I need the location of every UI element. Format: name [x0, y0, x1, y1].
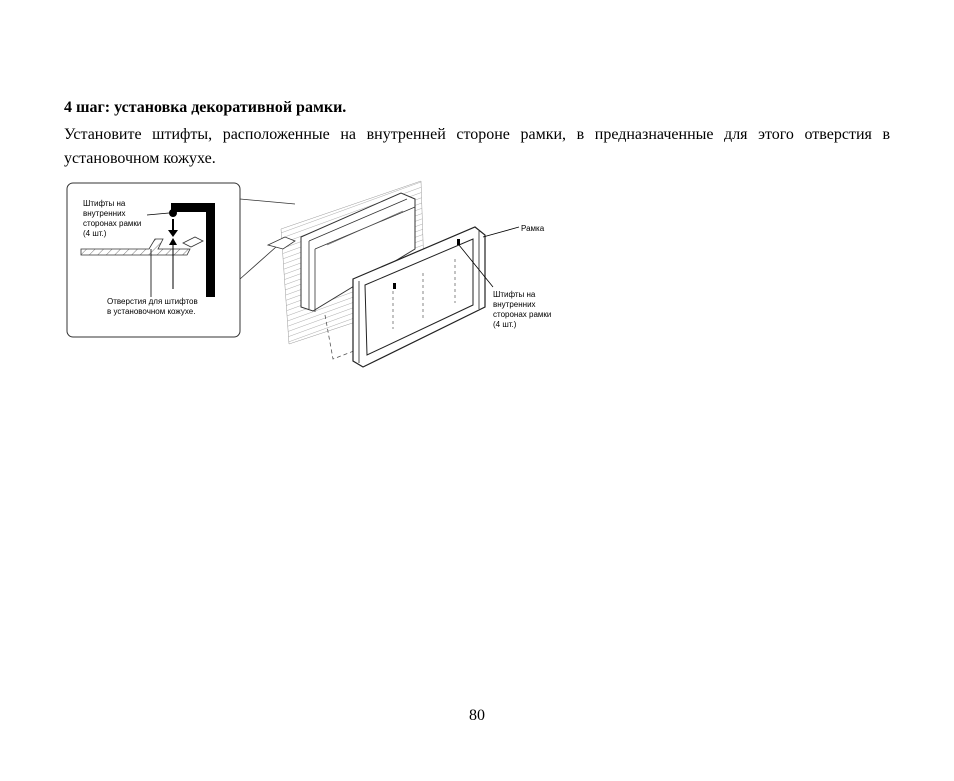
installation-figure: [63, 179, 576, 369]
page-number: 80: [469, 707, 485, 724]
frame-pins-label: Штифты на внутренних сторонах рамки (4 шт.): [493, 290, 552, 329]
frame-label: Рамка: [521, 224, 545, 233]
inset-pins-label: Штифты на внутренних сторонах рамки (4 шт.): [83, 199, 142, 238]
instruction-text: Установите штифты, расположенные на внутренней стороне рамки, в предназначенные для этого отверстия в установочном кожухе.: [64, 126, 890, 167]
inset-holes-label: Отверстия для штифтов в установочном кожухе.: [107, 297, 198, 316]
section-heading: 4 шаг: установка декоративной рамки.: [64, 99, 347, 116]
